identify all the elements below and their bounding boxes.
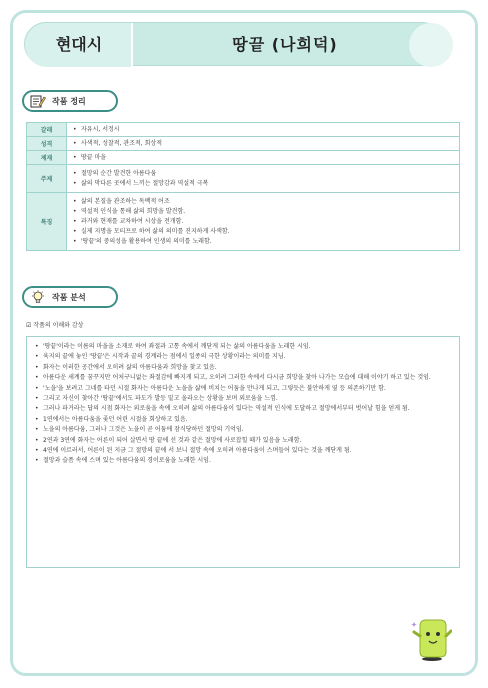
- notepad-pencil-icon: [30, 94, 46, 108]
- table-row: [27, 123, 460, 137]
- list-item: • 삶의 막다른 곳에서 느끼는 절망감과 역설적 극복: [73, 179, 453, 189]
- analysis-box: [26, 336, 460, 568]
- list-item: • 육지의 끝에 놓인 '땅끝'은 시작과 끝의 경계라는 점에서 일종의 극한 상황이라는 의미를 지님.: [35, 352, 451, 362]
- section-summary-label: 작품 정리: [52, 96, 86, 106]
- row-key: 제재: [27, 151, 67, 165]
- row-key: 갈래: [27, 123, 67, 137]
- list-item: • 아름다운 세계를 꿈꾸지만 어처구니없는 좌절감에 빠지게 되고, 오히려 그러한 속에서 다시금 희망을 찾아 나가는 모습에 대해 이야기 하고 있는 것임.: [35, 373, 451, 383]
- row-value: [67, 193, 460, 251]
- section-analysis-label: 작품 분석: [52, 292, 86, 302]
- section-analysis-heading: [22, 286, 118, 308]
- list-item: • 절망의 순간 발견한 아름다움: [73, 169, 453, 179]
- title-banner: [24, 22, 444, 66]
- list-item: • 그리고 자신이 찾아간 '땅끝'에서도 파도가 발등 밑고 올라오는 상황을 보며 외로움을 느낌.: [35, 394, 451, 404]
- list-item: • 자유시, 서정시: [73, 125, 453, 135]
- lightbulb-icon: [30, 290, 46, 304]
- list-item: • 1연에서는 아름다움을 좇던 어린 시절을 회상하고 있음.: [35, 415, 451, 425]
- list-item: • 삶의 본질을 관조하는 독백적 어조: [73, 197, 453, 207]
- mascot-character-icon: [408, 614, 452, 662]
- list-item: • 2연과 3연에 화자는 어른이 되어 살면서 땅 끝에 선 것과 같은 절망에 사로잡힐 때가 있음을 노래함.: [35, 436, 451, 446]
- row-key: 특징: [27, 193, 67, 251]
- row-value: [67, 151, 460, 165]
- section-summary-heading: [22, 90, 118, 112]
- row-value: [67, 123, 460, 137]
- list-item: • 노을의 아름다움, 그러나 그것은 노을이 곧 어둠에 잠식당하던 절망의 기억임.: [35, 425, 451, 435]
- page-title: 땅끝 (나희덕): [232, 35, 338, 54]
- table-row: [27, 193, 460, 251]
- analysis-subheading: ☑ 작품의 이해와 감상: [26, 322, 84, 329]
- list-item: • 그러나 파거라는 답의 시점 화자는 외로움을 속에 오히려 삶의 아름다움이 있다는 역설적 인식에 도달하고 절망에서부터 벗어날 힘을 얻게 됨.: [35, 404, 451, 414]
- table-row: [27, 137, 460, 151]
- table-row: [27, 151, 460, 165]
- summary-table: [26, 122, 460, 251]
- list-item: • 땅끝 마을: [73, 153, 453, 163]
- list-item: • '노을'을 보려고 그네를 타던 시절 화자는 아름다운 노을을 삶에 비치는 어둠을 만나게 되고, 그렇듯은 불안하게 옆 등 의존하기만 함.: [35, 384, 451, 394]
- row-key: 성격: [27, 137, 67, 151]
- list-item: • 사색적, 성찰적, 관조적, 회상적: [73, 139, 453, 149]
- row-value: [67, 137, 460, 151]
- list-item: • 과거와 현재를 교차하여 시상을 전개함.: [73, 217, 453, 227]
- genre-label: 현대시: [55, 35, 103, 54]
- list-item: • '땅끝'의 중의성을 활용하여 인생의 의미를 노래함.: [73, 237, 453, 247]
- row-key: 주제: [27, 165, 67, 193]
- list-item: • 역설적 인식을 통해 삶의 희망을 발견함.: [73, 207, 453, 217]
- row-value: [67, 165, 460, 193]
- list-item: • '땅끝'이라는 이름의 마을을 소재로 하여 좌절과 고통 속에서 깨닫게 되는 삶의 아름다움을 노래한 시임.: [35, 342, 451, 352]
- list-item: • 화자는 이러한 공간에서 오히려 삶의 아름다움과 희망을 찾고 있음.: [35, 363, 451, 373]
- table-row: [27, 165, 460, 193]
- list-item: • 4연에 이르러서, 어른이 된 지금 그 절망의 끝에 서 보니 절망 속에 오히려 아름다움이 스며들어 있다는 것을 깨닫게 됨.: [35, 446, 451, 456]
- list-item: • 절망과 슬픔 속에 스며 있는 아름다움의 경이로움을 노래한 시임.: [35, 456, 451, 466]
- list-item: • 실제 지명을 모티프로 하여 삶의 의미를 진지하게 사색함.: [73, 227, 453, 237]
